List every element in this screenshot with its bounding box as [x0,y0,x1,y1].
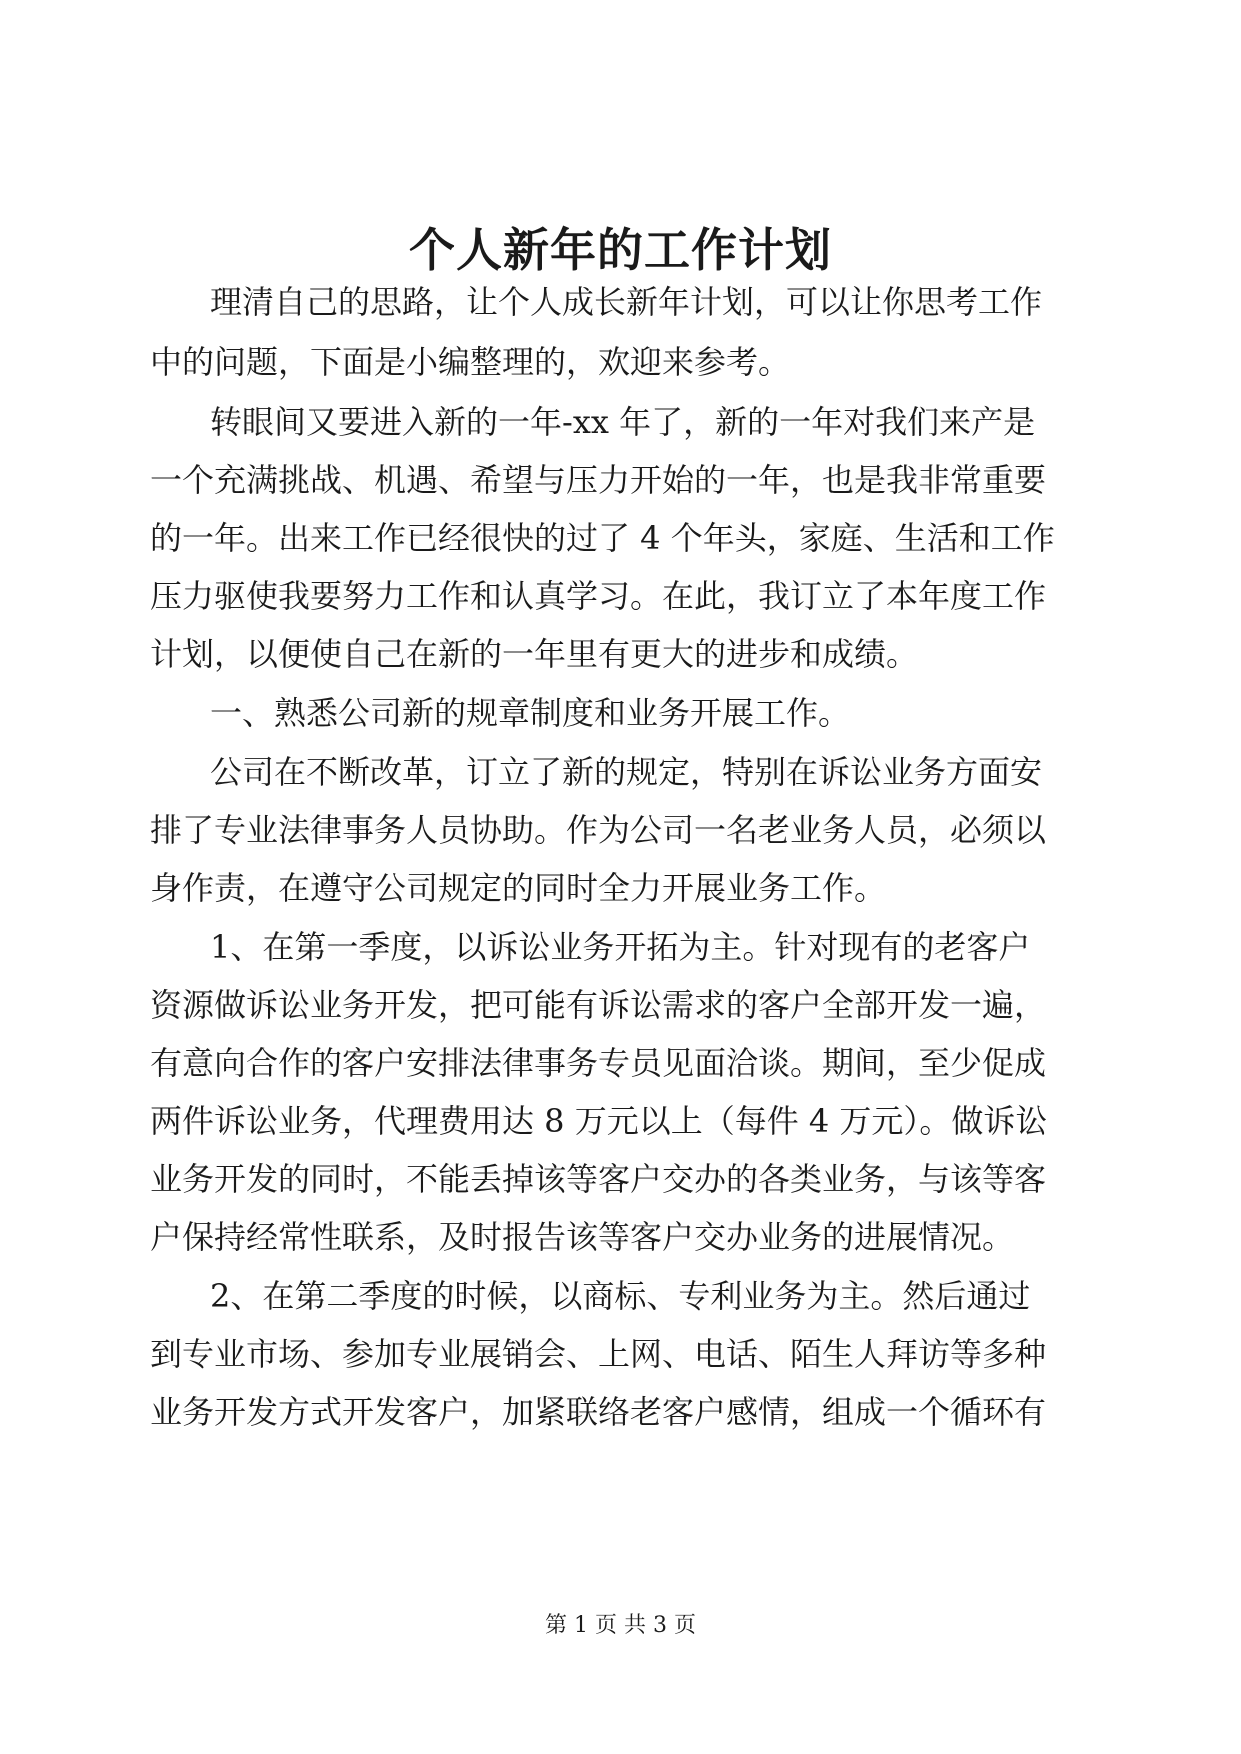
paragraph-line: 排了专业法律事务人员协助。作为公司一名老业务人员，必须以 [150,811,1047,849]
paragraph-line: 资源做诉讼业务开发，把可能有诉讼需求的客户全部开发一遍， [150,986,1047,1024]
paragraph-line: 有意向合作的客户安排法律事务专员见面洽谈。期间，至少促成 [150,1044,1047,1082]
page-indicator: 第 1 页 共 3 页 [545,1613,696,1638]
paragraph-line: 计划，以便使自己在新的一年里有更大的进步和成绩。 [150,635,919,673]
paragraph-line: 业务开发方式开发客户，加紧联络老客户感情，组成一个循环有 [150,1393,1047,1431]
document-title: 个人新年的工作计划 [409,223,832,277]
paragraph-line: 业务开发的同时，不能丢掉该等客户交办的各类业务，与该等客 [150,1160,1047,1198]
paragraph-line: 2、在第二季度的时候，以商标、专利业务为主。然后通过 [210,1277,1031,1315]
paragraph-line: 一个充满挑战、机遇、希望与压力开始的一年，也是我非常重要 [150,461,1047,499]
paragraph-line: 两件诉讼业务，代理费用达 8 万元以上（每件 4 万元）。做诉讼 [150,1102,1048,1140]
paragraph-line: 理清自己的思路，让个人成长新年计划，可以让你思考工作 [210,283,1043,321]
paragraph-line: 转眼间又要进入新的一年-xx 年了，新的一年对我们来产是 [210,403,1036,441]
paragraph-line: 压力驱使我要努力工作和认真学习。在此，我订立了本年度工作 [150,577,1047,615]
paragraph-line: 身作责，在遵守公司规定的同时全力开展业务工作。 [150,869,887,907]
paragraph-line: 中的问题，下面是小编整理的，欢迎来参考。 [150,343,791,381]
paragraph-line: 到专业市场、参加专业展销会、上网、电话、陌生人拜访等多种 [150,1335,1047,1373]
paragraph-line: 的一年。出来工作已经很快的过了 4 个年头，家庭、生活和工作 [150,519,1055,557]
paragraph-line: 1、在第一季度，以诉讼业务开拓为主。针对现有的老客户 [210,928,1031,966]
paragraph-line: 公司在不断改革，订立了新的规定，特别在诉讼业务方面安 [210,753,1043,791]
paragraph-line: 户保持经常性联系，及时报告该等客户交办业务的进展情况。 [150,1218,1015,1256]
section-heading: 一、熟悉公司新的规章制度和业务开展工作。 [210,694,851,732]
